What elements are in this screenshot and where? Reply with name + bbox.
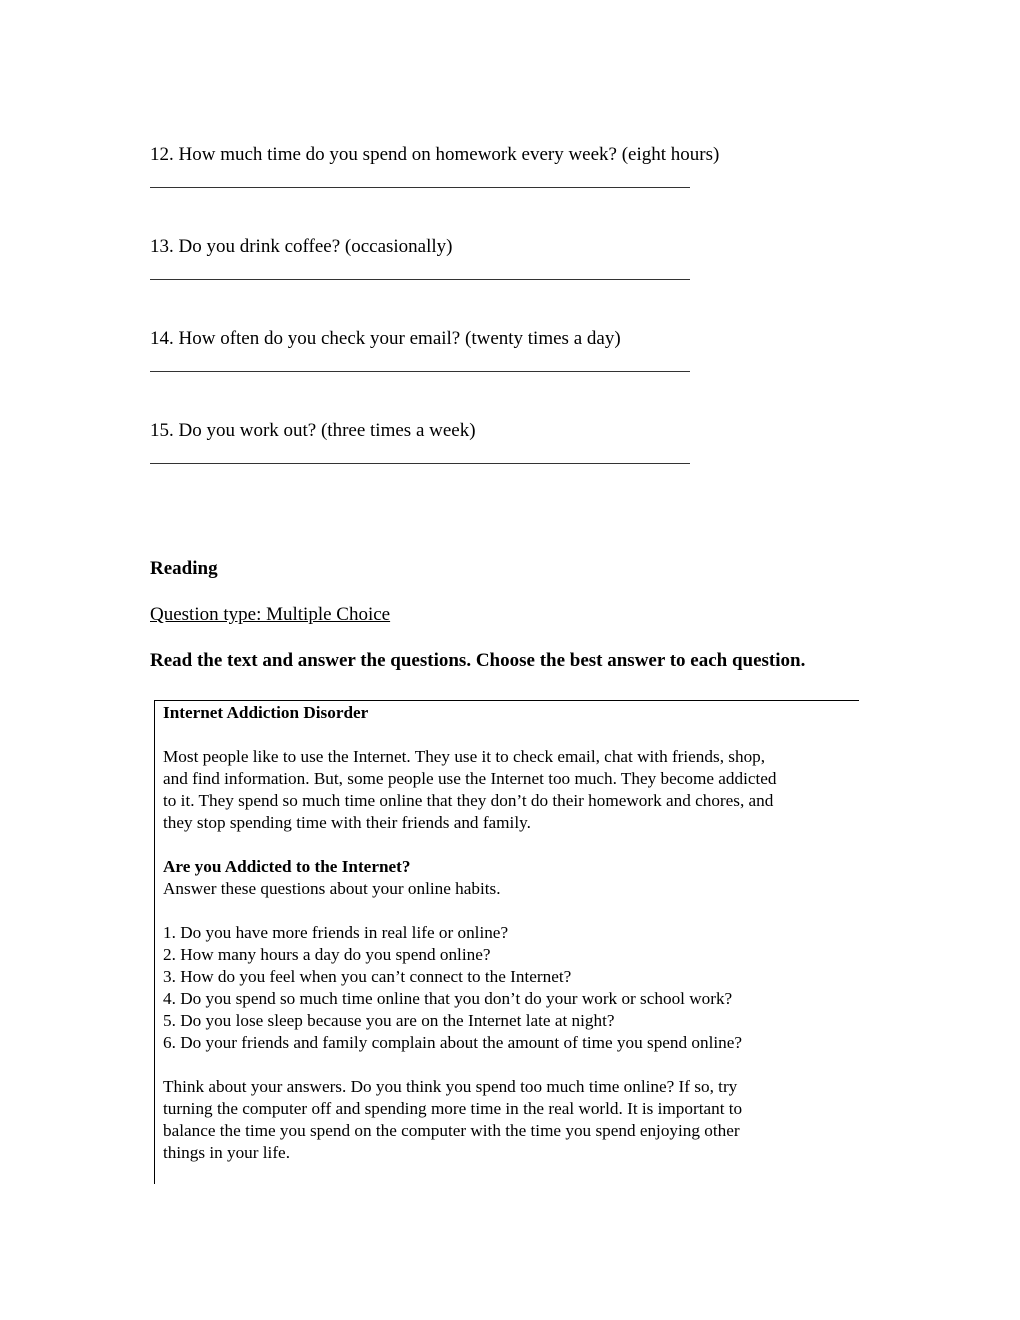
answer-line-15[interactable] [150, 463, 690, 464]
answer-line-13[interactable] [150, 279, 690, 280]
question-15 [150, 420, 476, 442]
passage-intro-line: and find information. But, some people use the Internet too much. They become addicted [163, 769, 777, 788]
passage-list-item: 1. Do you have more friends in real life or online? [163, 923, 509, 942]
question-text: How often do you check your email? (twenty times a day) [178, 328, 621, 349]
question-number: 12. [150, 144, 174, 165]
passage-intro-line: they stop spending time with their friends and family. [163, 813, 531, 832]
question-number: 14. [150, 328, 174, 349]
question-type-label: Question type: Multiple Choice [150, 604, 391, 625]
question-number: 15. [150, 420, 174, 441]
passage-list-item: 5. Do you lose sleep because you are on the Internet late at night? [163, 1011, 615, 1030]
question-13 [150, 236, 453, 258]
passage-list-item: 4. Do you spend so much time online that you don’t do your work or school work? [163, 989, 733, 1008]
passage-list-item: 3. How do you feel when you can’t connect to the Internet? [163, 967, 572, 986]
passage-subintro: Answer these questions about your online habits. [163, 879, 501, 898]
passage-title: Internet Addiction Disorder [163, 703, 369, 722]
passage-box-top-border [154, 700, 859, 701]
section-heading: Reading [150, 558, 218, 579]
passage-intro-line: Most people like to use the Internet. They use it to check email, chat with friends, shop, [163, 747, 766, 766]
answer-line-14[interactable] [150, 371, 690, 372]
question-text: Do you drink coffee? (occasionally) [178, 236, 453, 257]
passage-conclusion-line: Think about your answers. Do you think you spend too much time online? If so, try [163, 1077, 738, 1096]
passage-subheading: Are you Addicted to the Internet? [163, 857, 411, 876]
question-14 [150, 328, 621, 350]
question-text: How much time do you spend on homework every week? (eight hours) [178, 144, 720, 165]
passage-list-item: 2. How many hours a day do you spend online? [163, 945, 491, 964]
passage-conclusion-line: things in your life. [163, 1143, 290, 1162]
instructions: Read the text and answer the questions. Choose the best answer to each question. [150, 650, 806, 671]
passage-conclusion-line: balance the time you spend on the computer with the time you spend enjoying other [163, 1121, 740, 1140]
passage-list-item: 6. Do your friends and family complain about the amount of time you spend online? [163, 1033, 742, 1052]
answer-line-12[interactable] [150, 187, 690, 188]
passage-conclusion-line: turning the computer off and spending more time in the real world. It is important to [163, 1099, 743, 1118]
question-number: 13. [150, 236, 174, 257]
question-12 [150, 144, 719, 166]
question-text: Do you work out? (three times a week) [178, 420, 476, 441]
passage-box-left-border [154, 700, 155, 1184]
passage-intro-line: to it. They spend so much time online that they don’t do their homework and chores, and [163, 791, 774, 810]
reading-passage [163, 702, 863, 1164]
